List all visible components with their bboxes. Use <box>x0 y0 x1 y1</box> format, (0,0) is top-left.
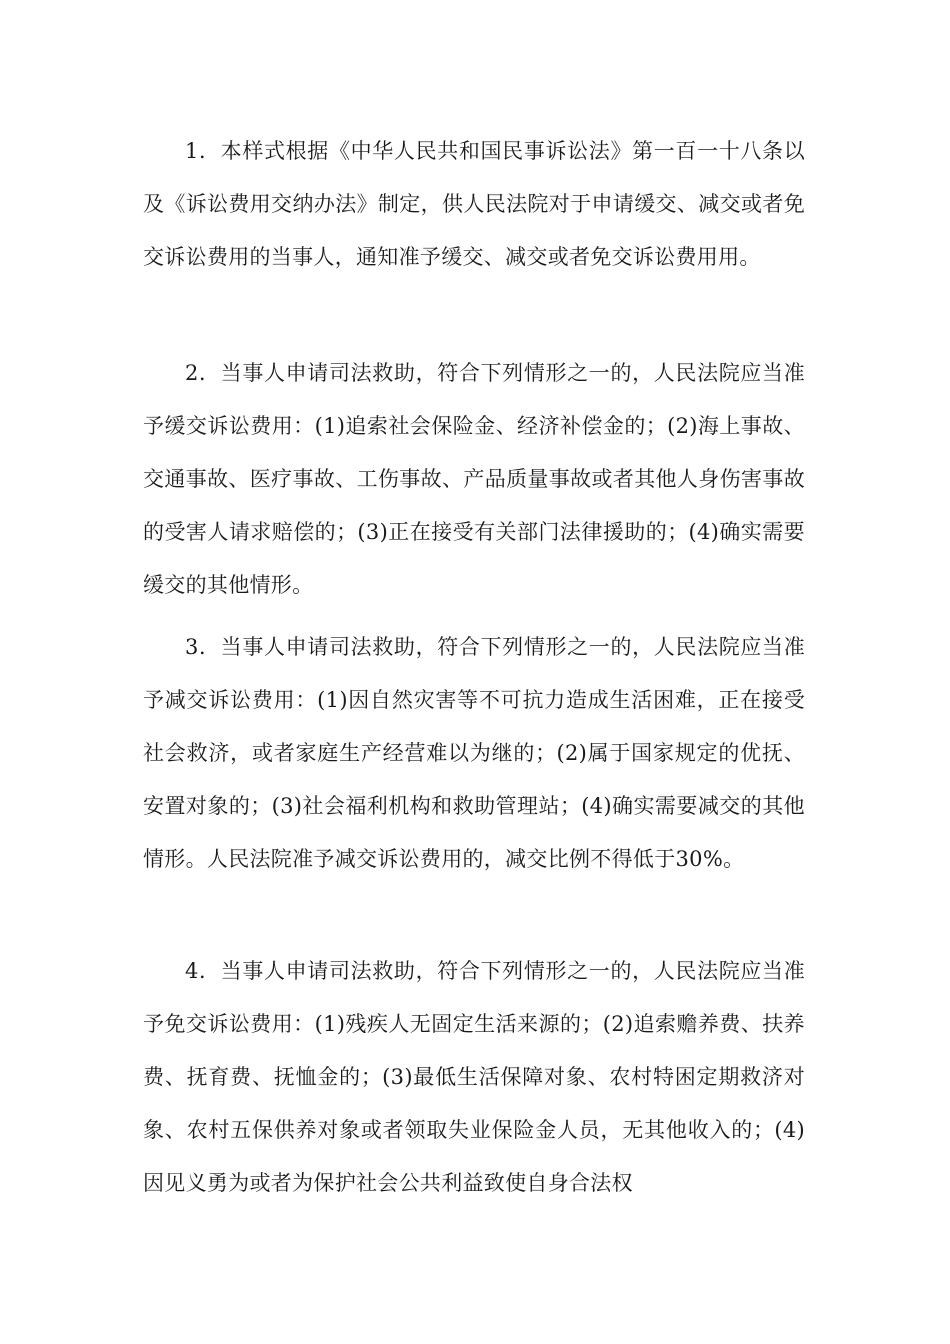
paragraph-3: 3．当事人申请司法救助，符合下列情形之一的，人民法院应当准予减交诉讼费用：(1)因自然灾害等不可抗力造成生活困难，正在接受社会救济，或者家庭生产经营难以为继的；(2)属于国家规定的优抚、安置对象的；(3)社会福利机构和救助管理站；(4)确实需要减交的其他情形。人民法院准予减交诉讼费用的，减交比例不得低于30%。 <box>143 635 805 871</box>
paragraph-3-block <box>143 621 805 886</box>
paragraph-2-block <box>143 347 805 612</box>
paragraph-2: 2．当事人申请司法救助，符合下列情形之一的，人民法院应当准予缓交诉讼费用：(1)追索社会保险金、经济补偿金的；(2)海上事故、交通事故、医疗事故、工伤事故、产品质量事故或者其他人身伤害事故的受害人请求赔偿的；(3)正在接受有关部门法律援助的；(4)确实需要缓交的其他情形。 <box>143 361 805 597</box>
paragraph-4-block <box>143 945 805 1210</box>
paragraph-1: 1．本样式根据《中华人民共和国民事诉讼法》第一百一十八条以及《诉讼费用交纳办法》制定，供人民法院对于申请缓交、减交或者免交诉讼费用的当事人，通知准予缓交、减交或者免交诉讼费用用。 <box>143 139 805 269</box>
paragraph-4: 4．当事人申请司法救助，符合下列情形之一的，人民法院应当准予免交诉讼费用：(1)残疾人无固定生活来源的；(2)追索赡养费、扶养费、抚育费、抚恤金的；(3)最低生活保障对象、农村特困定期救济对象、农村五保供养对象或者领取失业保险金人员，无其他收入的；(4)因见义勇为或者为保护社会公共利益致使自身合法权 <box>143 959 805 1195</box>
paragraph-1-block <box>143 125 805 284</box>
